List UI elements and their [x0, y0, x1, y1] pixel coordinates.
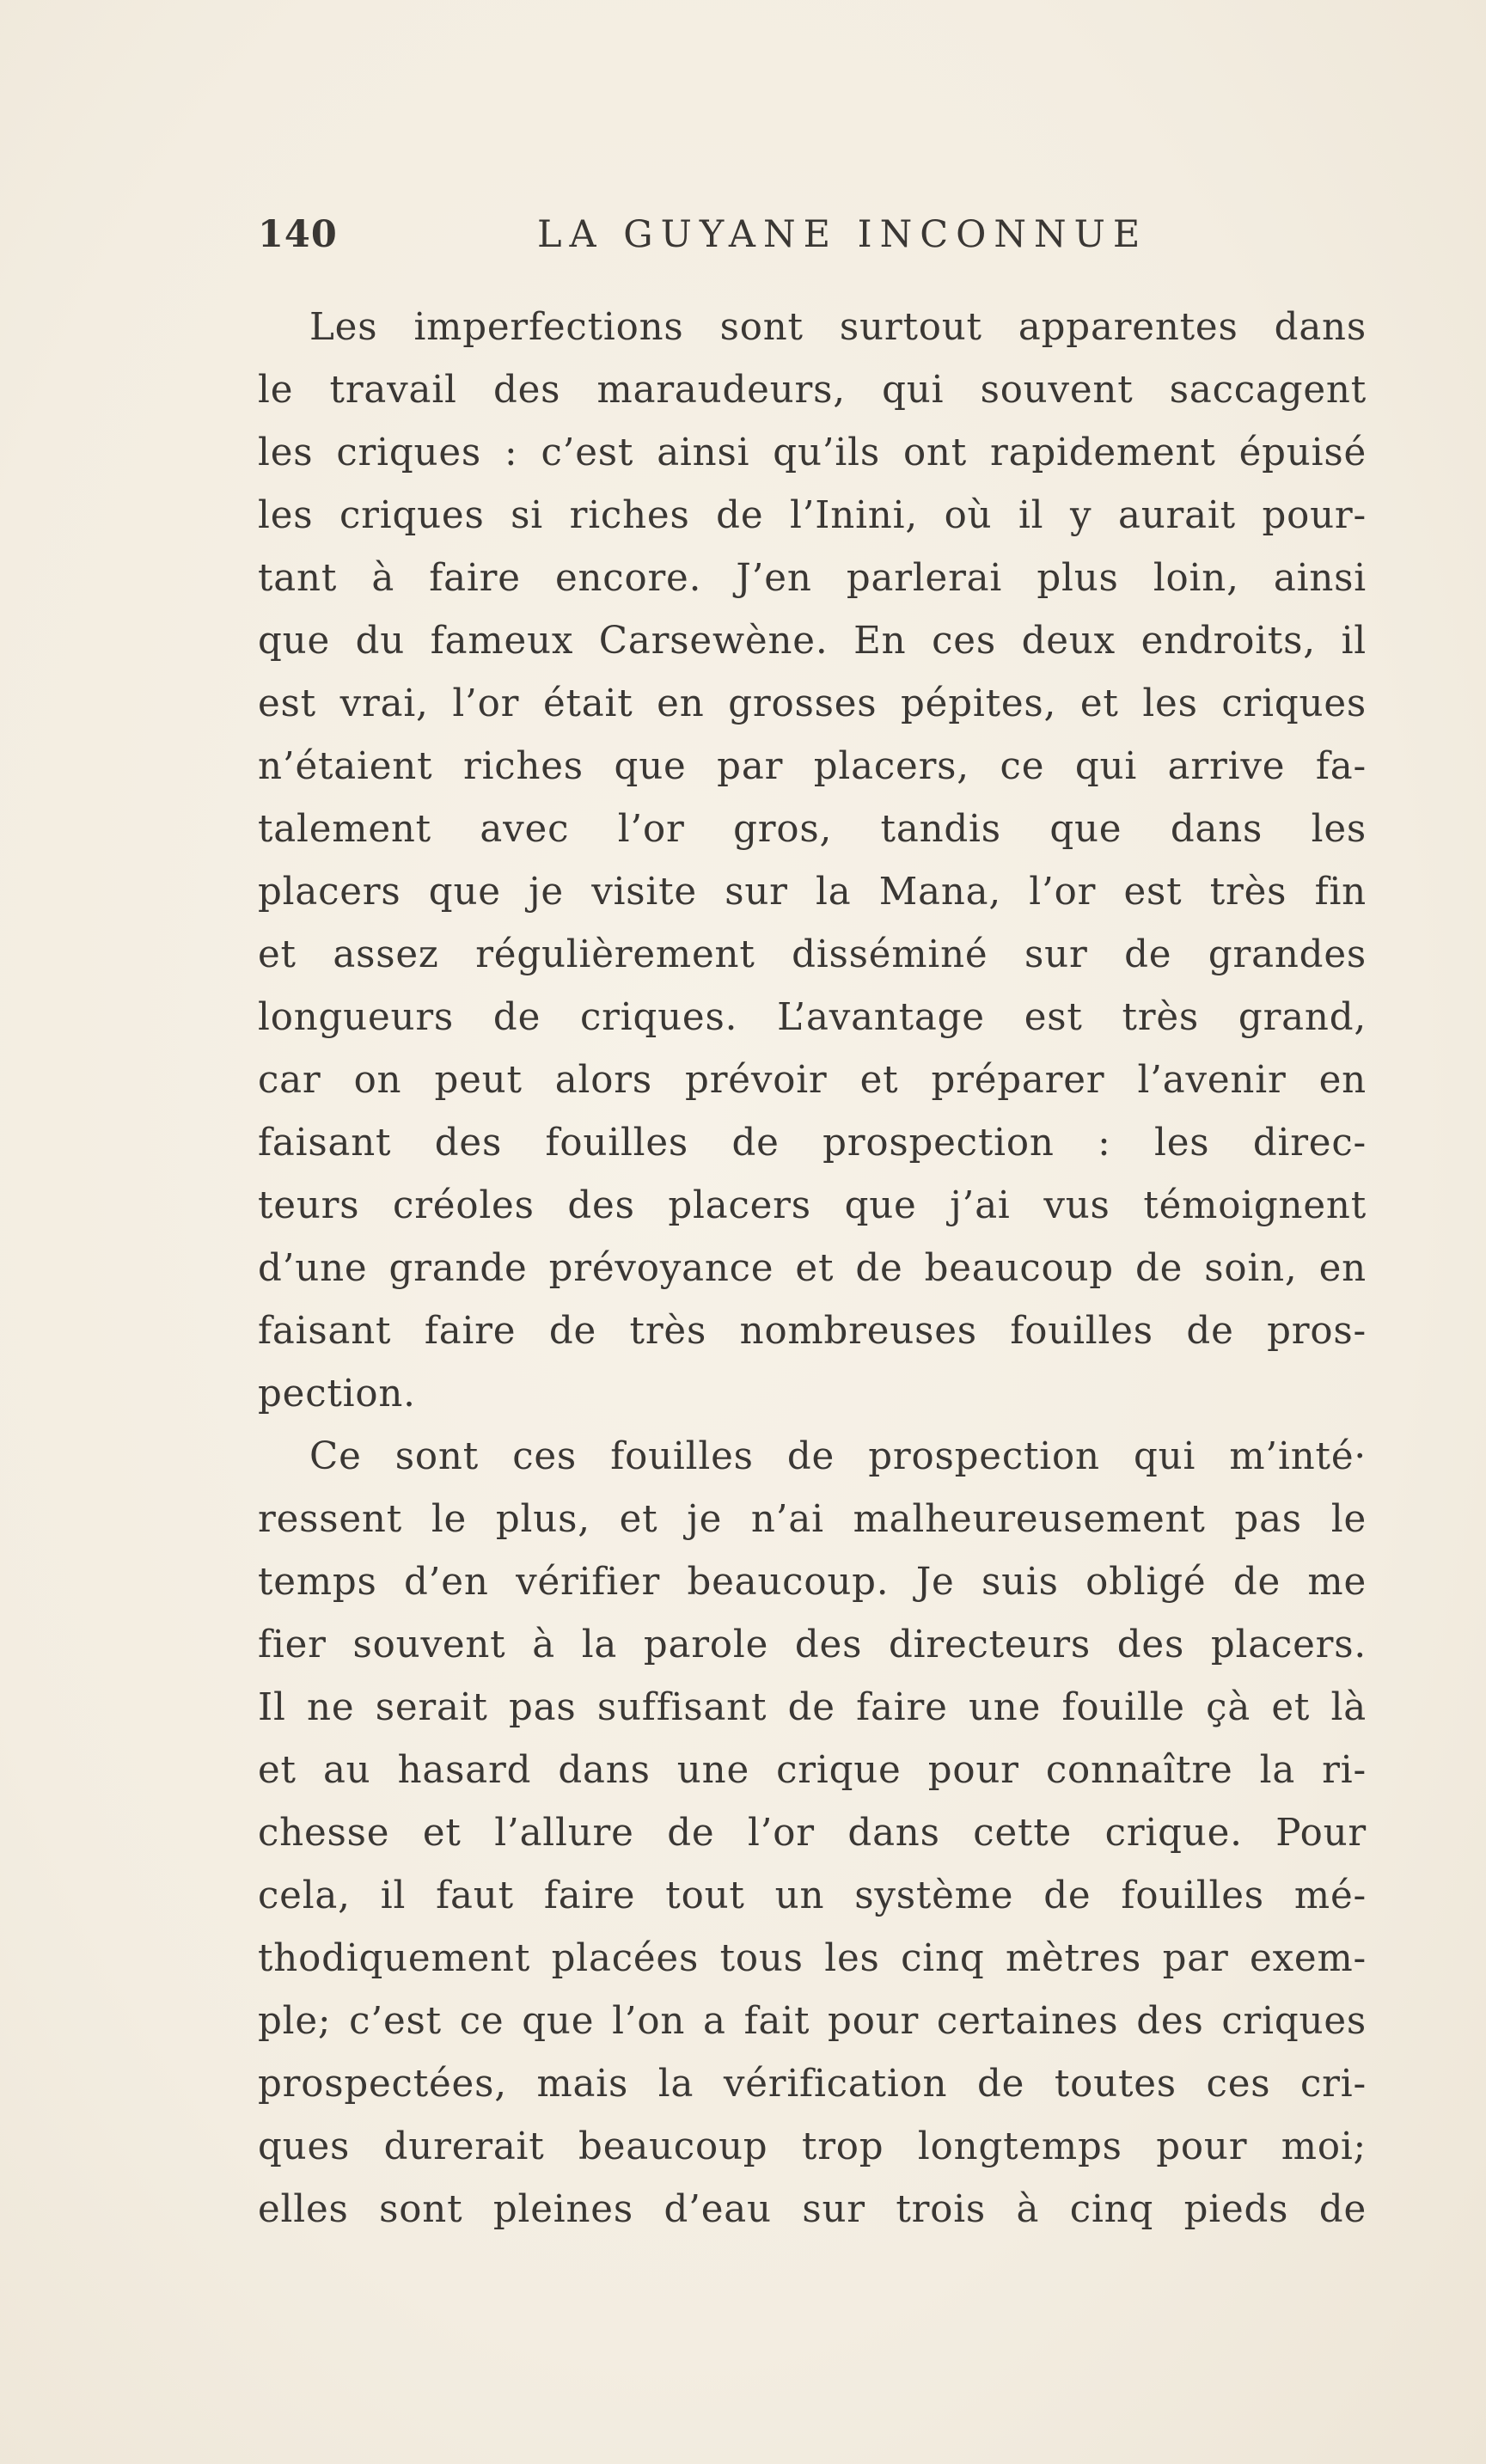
text-line: faisant faire de très nombreuses fouilles de pros- — [258, 1310, 1367, 1353]
text-line: Il ne serait pas suffisant de faire une fouille çà et là — [258, 1686, 1367, 1729]
text-line: et assez régulièrement disséminé sur de grandes — [258, 933, 1367, 976]
paragraph-2 — [258, 1426, 1367, 2241]
text-line: ressent le plus, et je n’ai malheureusement pas le — [258, 1498, 1367, 1541]
running-title: LA GUYANE INCONNUE — [537, 213, 1148, 256]
text-line: que du fameux Carsewène. En ces deux endroits, il — [258, 620, 1367, 663]
text-line: ques durerait beaucoup trop longtemps pour moi; — [258, 2125, 1367, 2168]
page-number: 140 — [258, 213, 338, 256]
text-line: le travail des maraudeurs, qui souvent saccagent — [258, 369, 1367, 412]
text-line: et au hasard dans une crique pour connaître la ri- — [258, 1749, 1367, 1792]
text-line: chesse et l’allure de l’or dans cette crique. Pour — [258, 1812, 1367, 1855]
body-text — [258, 297, 1367, 2241]
text-line: temps d’en vérifier beaucoup. Je suis obligé de me — [258, 1561, 1367, 1604]
page-header — [258, 213, 1367, 265]
text-line: cela, il faut faire tout un système de fouilles mé- — [258, 1874, 1367, 1917]
text-line: les criques si riches de l’Inini, où il y aurait pour- — [258, 494, 1367, 537]
text-line: Ce sont ces fouilles de prospection qui m’inté· — [309, 1435, 1367, 1478]
text-line: ple; c’est ce que l’on a fait pour certaines des criques — [258, 2000, 1367, 2043]
paragraph-1 — [258, 297, 1367, 1426]
text-line: teurs créoles des placers que j’ai vus témoignent — [258, 1184, 1367, 1227]
text-line: car on peut alors prévoir et préparer l’avenir en — [258, 1059, 1367, 1102]
text-line: Les imperfections sont surtout apparentes dans — [309, 306, 1367, 349]
text-line: les criques : c’est ainsi qu’ils ont rapidement épuisé — [258, 431, 1367, 474]
text-line: d’une grande prévoyance et de beaucoup de soin, en — [258, 1247, 1367, 1290]
text-line: elles sont pleines d’eau sur trois à cinq pieds de — [258, 2188, 1367, 2231]
text-line: n’étaient riches que par placers, ce qui arrive fa- — [258, 745, 1367, 788]
text-line: est vrai, l’or était en grosses pépites, et les criques — [258, 682, 1367, 725]
text-line: faisant des fouilles de prospection : les direc- — [258, 1122, 1367, 1165]
text-line: prospectées, mais la vérification de toutes ces cri- — [258, 2063, 1367, 2106]
text-line: talement avec l’or gros, tandis que dans les — [258, 808, 1367, 851]
text-line: tant à faire encore. J’en parlerai plus loin, ainsi — [258, 557, 1367, 600]
text-line: longueurs de criques. L’avantage est très grand, — [258, 996, 1367, 1039]
text-line: fier souvent à la parole des directeurs des placers. — [258, 1623, 1367, 1666]
text-line: thodiquement placées tous les cinq mètres par exem- — [258, 1937, 1367, 1980]
text-line: placers que je visite sur la Mana, l’or est très fin — [258, 871, 1367, 914]
text-line: pection. — [258, 1373, 416, 1415]
